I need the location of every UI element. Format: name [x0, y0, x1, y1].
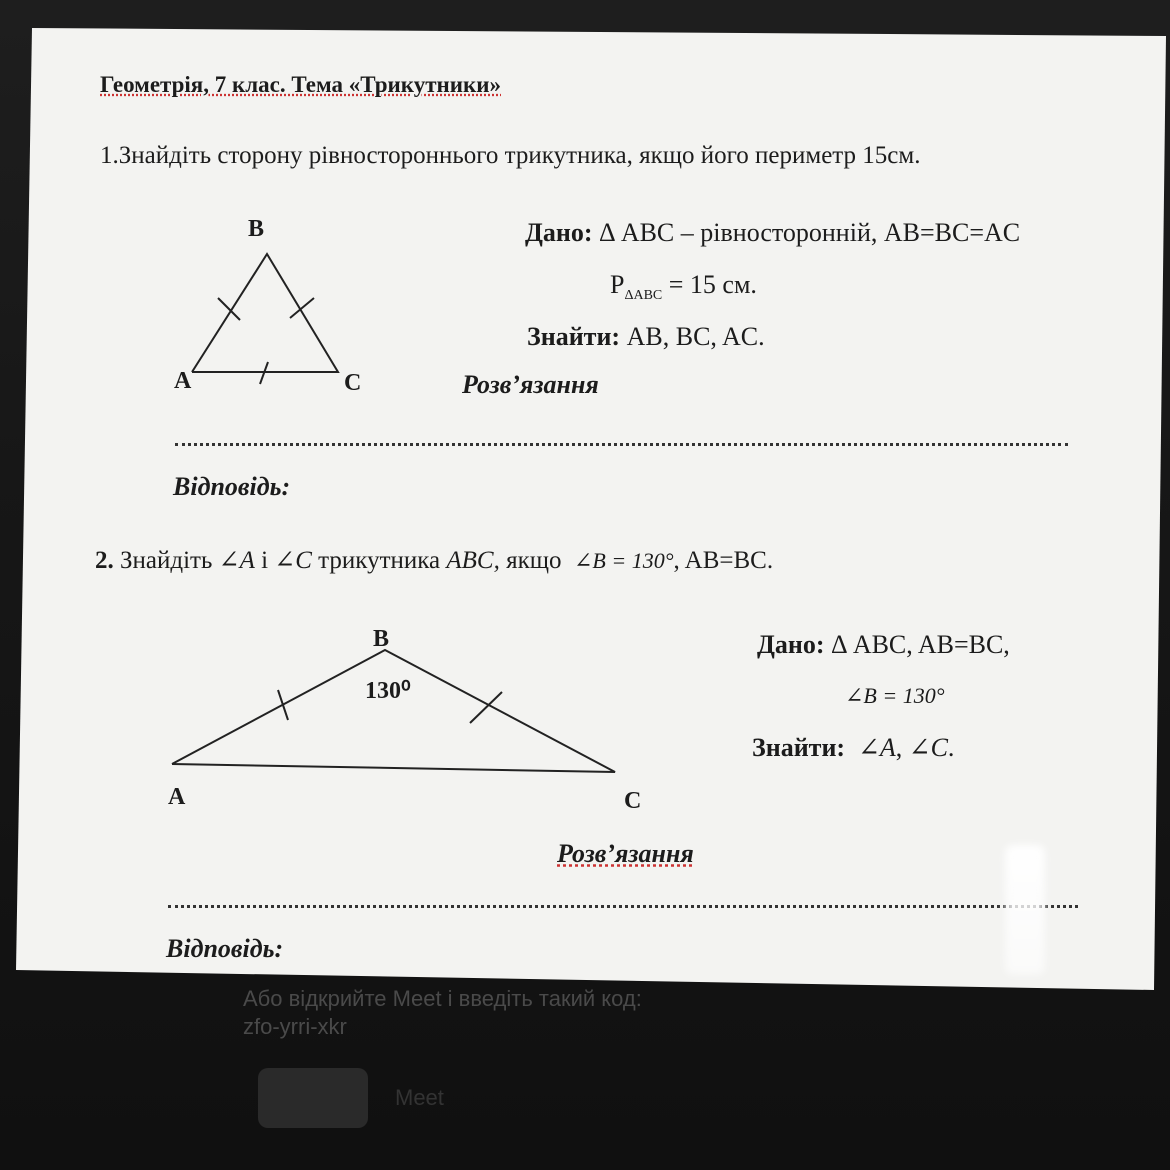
task2-given-label: Дано:: [757, 630, 825, 659]
task1-find-label: Знайти:: [527, 322, 621, 351]
task2-vertex-a: A: [168, 784, 186, 810]
task1-perimeter-sub: ΔABC: [624, 288, 663, 304]
task2-given: [757, 630, 1010, 660]
task1-triangle-figure: [160, 200, 390, 410]
task1-solution-label: Розв’язання: [462, 370, 599, 399]
meet-app-label: Meet: [395, 1085, 444, 1110]
task1-given: [525, 218, 1020, 248]
task2-solution-line[interactable]: [168, 905, 1078, 908]
task2-vertex-b: B: [373, 626, 390, 652]
task1-solution-line[interactable]: [175, 443, 1068, 446]
task2-given-text: Δ ABC, AB=BC,: [831, 630, 1010, 659]
meet-instruction: Або відкрийте Meet і введіть такий код:: [243, 986, 642, 1011]
task1-answer-label: Відповідь:: [173, 472, 291, 501]
task2-vertex-c: C: [624, 788, 642, 814]
task2-tick-ab: [278, 690, 288, 720]
task2-triangle-shape: [172, 650, 615, 772]
task1-given-label: Дано:: [525, 218, 593, 247]
task1-perimeter: [610, 270, 757, 304]
task1-find-text: AB, BC, AC.: [626, 322, 765, 351]
task1-question: 1.Знайдіть сторону рівностороннього трикутника, якщо його периметр 15см.: [100, 142, 921, 169]
meet-code[interactable]: zfo-yrri-xkr: [243, 1014, 347, 1039]
task2-question: 2. Знайдіть ∠A і ∠C трикутника ABC, якщо ∠B = 130°, AB=BC.: [95, 547, 774, 574]
task1-find: [527, 322, 765, 352]
task2-find: Знайти: ∠A, ∠C.: [752, 733, 955, 762]
task1-perimeter-p: P: [610, 270, 625, 299]
task1-perimeter-value: = 15 см.: [668, 270, 757, 299]
task1-given-text: Δ ABC – рівносторонній, AB=BC=AC: [599, 218, 1021, 247]
task1-tick-bc: [290, 298, 314, 318]
task1-vertex-a: A: [174, 368, 192, 394]
task2-given-angle: ∠B = 130°: [845, 683, 945, 708]
task1-vertex-b: B: [248, 216, 265, 242]
task2-answer-label: Відповідь:: [166, 934, 284, 963]
screen-glare: [1005, 845, 1045, 975]
task2-find-label: Знайти:: [752, 733, 846, 762]
task1-triangle-shape: [192, 254, 338, 372]
task2-triangle-figure: [160, 620, 660, 820]
task1-vertex-c: C: [344, 370, 362, 396]
worksheet-title: Геометрія, 7 клас. Тема «Трикутники»: [100, 72, 502, 97]
task2-solution-label: Розв’язання: [557, 839, 694, 868]
task2-angle-label: 130⁰: [365, 678, 411, 704]
